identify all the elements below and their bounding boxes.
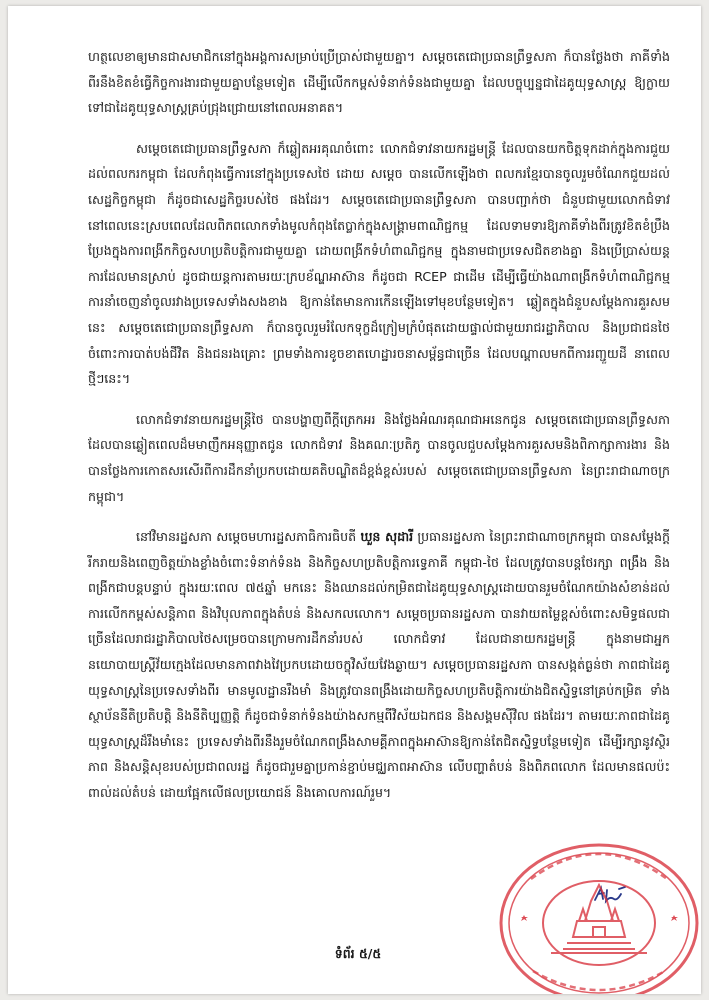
- paragraph-3: លោកជំទាវនាយករដ្ឋមន្ត្រីថៃ បានបង្ហាញពីក្តីត្រេកអរ និងថ្លែងអំណរគុណជាអនេកជូន សម្តេចតេជោប្រធានព្រឹទ្ធសភា ដែលបានឆ្លៀតពេលដ៏មមាញឹកអនុញ្ញាតជូន លោកជំទាវ និងគណៈប្រតិភូ បានចូលជួបសម្តែងការគួរសមនិងពិភាក្សាការងារ និងបានថ្លែងការកោតសរសើរពីការដឹកនាំប្រកបដោយគតិបណ្ឌិតដ៏ខ្ពង់ខ្ពស់របស់ សម្តេចតេជោប្រធានព្រឹទ្ធសភា នៃព្រះរាជាណាចក្រកម្ពុជា។: [88, 411, 670, 504]
- page-number: ទំព័រ ៥/៥: [334, 946, 382, 961]
- paragraph-1: ហត្ថលេខាឲ្យមានជាសមាជិកនៅក្នុងអង្គការសម្រាប់ប្រើប្រាស់ជាមួយគ្នា។ សម្តេចតេជោប្រធានព្រឹទ្ធសភា ក៏បានថ្លែងថា ភាគីទាំងពីរនឹងខិតខំធ្វើកិច្ចការងារជាមួយគ្នាបន្ថែមទៀត ដើម្បីលើកកម្ពស់ទំនាក់ទំនងជាមួយគ្នា ដែលបច្ចុប្បន្នជាដៃគូយុទ្ធសាស្រ្ត ឱ្យក្លាយទៅជាដៃគូយុទ្ធសាស្រ្តគ្រប់ជ្រុងជ្រោយនៅពេលអនាគត។: [88, 49, 670, 116]
- paragraph-4-lead: នៅវិមានរដ្ឋសភា សម្តេចមហារដ្ឋសភាធិការធិបតី: [136, 529, 361, 545]
- paragraph-4-body: ប្រធានរដ្ឋសភា នៃព្រះរាជាណាចក្រកម្ពុជា បានសម្តែងក្តីរីករាយនិងពេញចិត្តយ៉ាងខ្លាំងចំពោះទំនាក់ទំនង និងកិច្ចសហប្រតិបត្តិការទ្វេភាគី កម្ពុជា-ថៃ ដែលត្រូវបានបន្តថែរក្សា ពង្រឹង និងពង្រីកជាបន្តបន្ទាប់ ក្នុងរយៈពេល ៧៥ឆ្នាំ មកនេះ និងឈានដល់កម្រិតជាដៃគូយុទ្ធសាស្រ្តដោយបានរួមចំណែកយ៉ាងសំខាន់ដល់ការលើកកម្ពស់សន្តិភាព និងវិបុលភាពក្នុងតំបន់ និងសកលលោក។ សម្តេចប្រធានរដ្ឋសភា បានវាយតម្លៃខ្ពស់ចំពោះសមិទ្ធផលជាច្រើនដែលរាជរដ្ឋាភិបាលថៃសម្រេចបានក្រោមការដឹកនាំរបស់ លោកជំទាវ ដែលជានាយករដ្ឋមន្ត្រី ក្នុងនាមជាអ្នកនយោបាយស្រ្តីវ័យក្មេងដែលមានភាពវាងវៃប្រកបដោយចក្ខុវិស័យវែងឆ្ងាយ។ សម្តេចប្រធានរដ្ឋសភា បានសង្កត់ធ្ងន់ថា ភាពជាដៃគូយុទ្ធសាស្រ្តនៃប្រទេសទាំងពីរ មានមូលដ្ឋានរឹងមាំ និងត្រូវបានពង្រឹងដោយកិច្ចសហប្រតិបត្តិការយ៉ាងជិតស្និទ្ធនៅគ្រប់កម្រិត ទាំងស្ថាប័ននីតិប្រតិបត្តិ និងនីតិប្បញ្ញត្តិ ក៏ដូចជាទំនាក់ទំនងយ៉ាងសកម្មពីវិស័យឯកជន និងសង្គមស៊ីវិល ផងដែរ។ តាមរយៈភាពជាដៃគូយុទ្ធសាស្រ្តដ៏រឹងមាំនេះ ប្រទេសទាំងពីរនឹងរួមចំណែកពង្រឹងសាមគ្គីភាពក្នុងអាស៊ានឱ្យកាន់តែជិតស្និទ្ធបន្ថែមទៀត ដើម្បីរក្សានូវស្ថិរភាព និងសន្តិសុខរបស់ប្រជាពលរដ្ឋ ក៏ដូចជារួមគ្នាប្រកាន់ខ្ជាប់មជ្ឈភាពអាស៊ាន លើបញ្ហាតំបន់ និងពិភពលោក ដែលមានផលប៉ះពាល់ដល់តំបន់ ដោយផ្អែកលើផលប្រយោជន៍ និងគោលការណ៍រួម។: [88, 529, 670, 801]
- paragraph-4: [88, 524, 670, 806]
- paragraph-2: សម្តេចតេជោប្រធានព្រឹទ្ធសភា ក៏ឆ្លៀតអរគុណចំពោះ លោកជំទាវនាយករដ្ឋមន្ត្រី ដែលបានយកចិត្តទុកដាក់ក្នុងការជួយដល់ពលករកម្ពុជា ដែលកំពុងធ្វើការនៅក្នុងប្រទេសថៃ ដោយ សម្តេច បានលើកឡើងថា ពលករខ្មែរបានចូលរួមចំណែកជួយដល់សេដ្ឋកិច្ចកម្ពុជា ក៏ដូចជាសេដ្ឋកិច្ចរបស់ថៃ ផងដែរ។ សម្តេចតេជោប្រធានព្រឹទ្ធសភា បានបញ្ជាក់ថា ជំនួបជាមួយលោកជំទាវនៅពេលនេះស្របពេលដែលពិភពលោកទាំងមូលកំពុងតែប្លាក់ក្នុងសង្គ្រាមពាណិជ្ជកម្ម ដែលទាមទារឱ្យភាគីទាំងពីរត្រូវខិតខំប្រឹងប្រែងក្នុងការពង្រីកកិច្ចសហប្រតិបត្តិការជាមួយគ្នា ដោយពង្រីកទំហំពាណិជ្ជកម្ម ក្នុងនាមជាប្រទេសជិតខាងគ្នា និងប្រើប្រាស់យន្តការដែលមានស្រាប់ ដូចជាយន្តការតាមរយៈក្របខ័ណ្ឌអាស៊ាន ក៏ដូចជា RCEP ជាដើម ដើម្បីធ្វើយ៉ាងណាពង្រីកទំហំពាណិជ្ជកម្ម ការនាំចេញនាំចូលរវាងប្រទេសទាំងសងខាង ឱ្យកាន់តែមានការកើនឡើងទៅមុខបន្ថែមទៀត។ ឆ្លៀតក្នុងជំនួបសម្តែងការគួរសមនេះ សម្តេចតេជោប្រធានព្រឹទ្ធសភា ក៏បានចូលរួមរំលែកទុក្ខដ៏ក្រៀមក្រំបំផុតដោយផ្ទាល់ជាមួយរាជរដ្ឋាភិបាល និងប្រជាជនថៃ ចំពោះការបាត់បង់ជីវិត និងជនរងគ្រោះ ព្រមទាំងការខូចខាតហេដ្ឋារចនាសម្ព័ន្ធជាច្រើន ដែលបណ្តាលមកពីការរញ្ជួយដី នាពេលថ្មីៗនេះ។: [88, 140, 670, 387]
- speaker-name: ឃួន សុដារី: [360, 529, 414, 545]
- body-text: [88, 44, 670, 821]
- official-seal-icon: [491, 821, 701, 994]
- document-page: [8, 6, 701, 994]
